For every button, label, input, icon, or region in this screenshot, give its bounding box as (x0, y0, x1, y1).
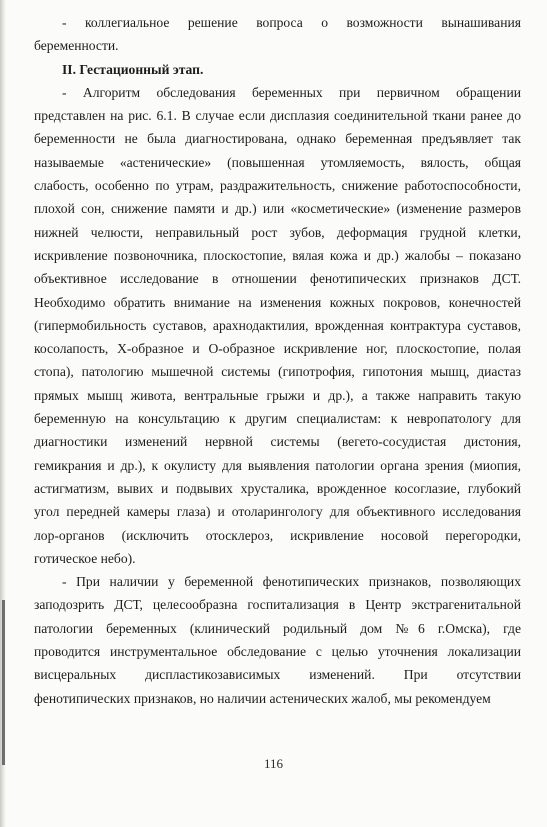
text-line: патологии беременных (клинический родильный дом №6 г.Омска), где (34, 620, 521, 636)
text-line: - Алгоритм обследования беременных при первичном обращении (62, 84, 521, 100)
binding-mark (2, 600, 5, 765)
text-line: - При наличии у беременной фенотипических признаков, позволяющих (62, 574, 521, 590)
text-line: готическое небо). (34, 550, 136, 566)
text-line: беременности. (34, 38, 119, 54)
text-line: проводится инструментальное обследование с целью уточнения локализации (34, 644, 521, 660)
text-line: фенотипических признаков, но наличии астенических жалоб, мы рекомендуем (34, 690, 491, 706)
text-line: представлен на рис. 6.1. В случае если дисплазия соединительной ткани ранее до (34, 108, 521, 124)
text-line: висцеральных диспластикозависимых изменений. При отсутствии (34, 667, 521, 683)
text-line: беременности не была диагностирована, однако беременная предъявляет так (34, 131, 521, 147)
text-line: беременную на консультацию к другим специалистам: к невропатологу для (34, 411, 521, 427)
text-line: угол передней камеры глаза) и отоларингологу для объективного исследования (34, 504, 521, 520)
text-line: называемые «астенические» (повышенная утомляемость, вялость, общая (34, 154, 521, 170)
text-line: Необходимо обратить внимание на изменения кожных покровов, конечностей (34, 294, 521, 310)
text-line: - коллегиальное решение вопроса о возможности вынашивания (62, 15, 521, 30)
page-number: 116 (263, 756, 284, 771)
text-line: прямых мышц живота, вентральные грыжи и др.), а также направить такую (34, 387, 521, 403)
text-line: гемикрания и др.), к окулисту для выявления патологии органа зрения (миопия, (34, 457, 521, 473)
text-line: нижней челюсти, неправильный рост зубов, деформация грудной клетки, (34, 224, 521, 240)
body-text (34, 11, 521, 710)
text-line: стопа), патологию мышечной системы (гипотрофия, гипотония мышц, диастаз (34, 364, 521, 380)
text-line: (гипермобильность суставов, арахнодактилия, врожденная контрактура суставов, (34, 317, 521, 333)
text-line: астигматизм, вывих и подвывих хрусталика, врожденное косоглазие, глубокий (34, 480, 521, 496)
text-line: объективное исследование в отношении фенотипических признаков ДСТ. (34, 271, 521, 287)
text-line: II. Гестационный этап. (62, 61, 204, 77)
text-line: диагностики изменений нервной системы (вегето-сосудистая дистония, (34, 434, 521, 450)
text-line: слабость, особенно по утрам, раздражительность, снижение работоспособности, (34, 178, 521, 194)
text-line: заподозрить ДСТ, целесообразна госпитализация в Центр экстрагенитальной (34, 597, 521, 613)
text-line: косолапость, Х-образное и О-образное искривление ног, плоскостопие, полая (34, 341, 521, 357)
text-line: лор-органов (исключить отосклероз, искривление носовой перегородки, (34, 527, 521, 543)
text-line: плохой сон, снижение памяти и др.) или «косметические» (изменение размеров (34, 201, 521, 217)
text-line: искривление позвоночника, плоскостопие, вялая кожа и др.) жалобы – показано (34, 247, 521, 263)
